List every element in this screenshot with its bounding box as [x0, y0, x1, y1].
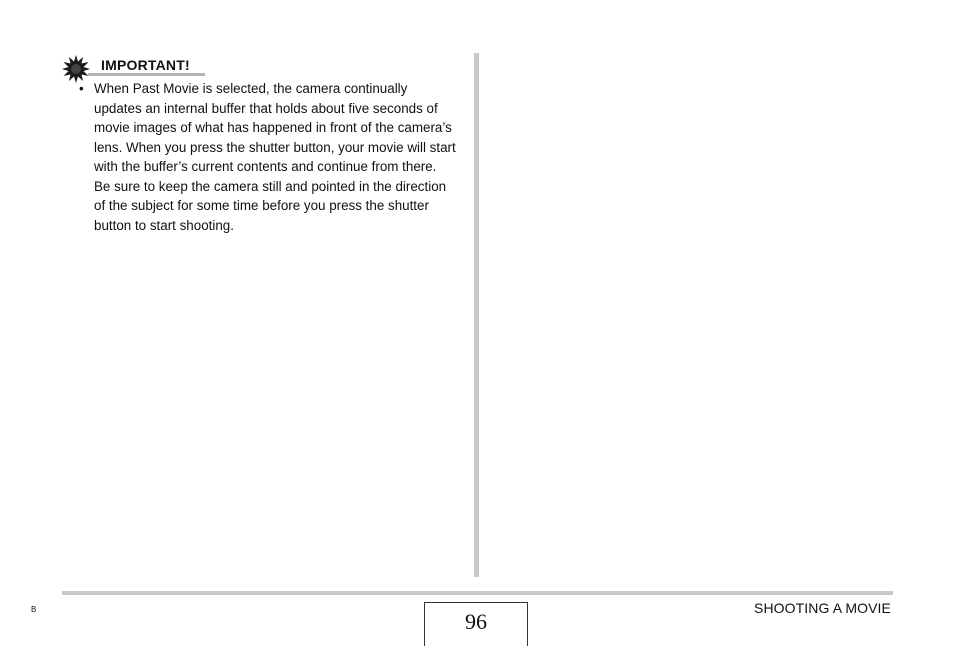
- important-heading: IMPORTANT!: [101, 57, 190, 73]
- list-item: [78, 79, 456, 235]
- page-number: 96: [465, 609, 487, 634]
- bullet-text: When Past Movie is selected, the camera continually updates an internal buffer that holds about five seconds of movie images of what has happened in front of the camera’s lens. When you press the shutter button, your movie will start with the buffer’s current contents and continue from there. Be sure to keep the camera still and pointed in the direction of the subject for some time before you press the shutter button to start shooting.: [94, 81, 456, 233]
- important-underline: [88, 73, 205, 76]
- important-notes: [78, 79, 456, 235]
- important-header: [62, 54, 212, 80]
- column-divider: [474, 53, 479, 577]
- page-number-box: [424, 602, 528, 646]
- bullet-marker: •: [79, 81, 84, 96]
- section-title: SHOOTING A MOVIE: [754, 600, 891, 616]
- edge-letter: B: [31, 605, 37, 614]
- footer-rule: [62, 591, 893, 595]
